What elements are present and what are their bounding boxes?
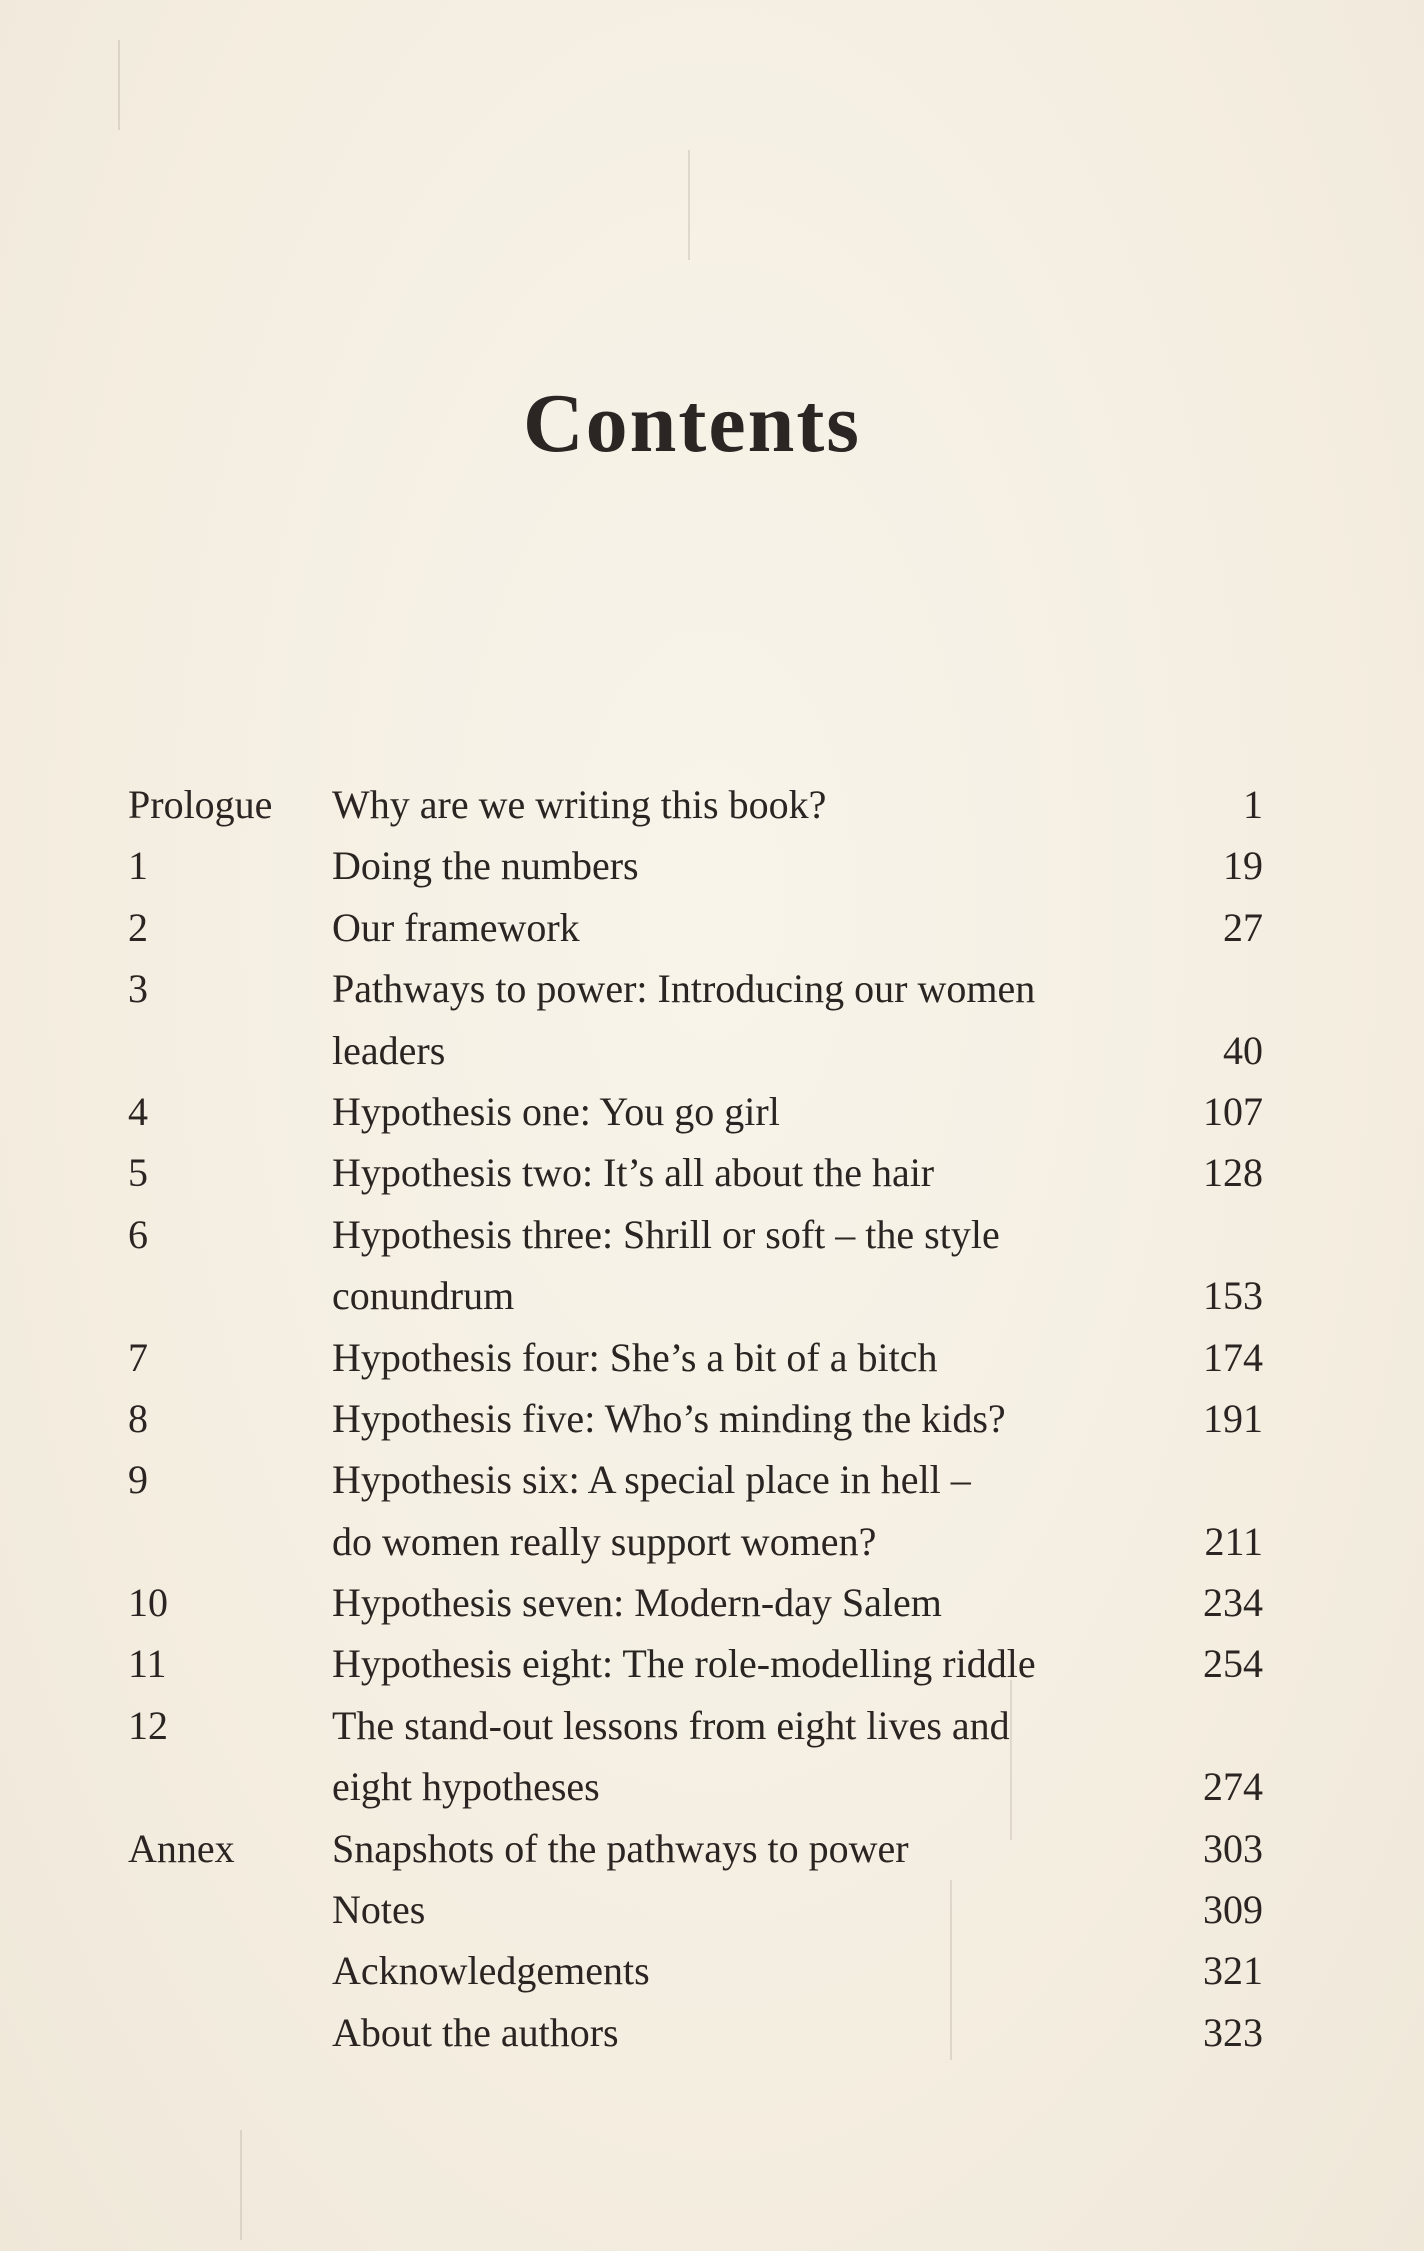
scan-streak <box>118 40 120 130</box>
toc-page-number: 174 <box>1203 1334 1263 1380</box>
toc-row <box>128 1511 1263 1572</box>
toc-chapter-number: 11 <box>128 1641 167 1687</box>
toc-chapter-title: The stand-out lessons from eight lives and <box>332 1702 1010 1748</box>
toc-chapter-number: 1 <box>128 843 148 889</box>
toc-chapter-title: Hypothesis eight: The role-modelling riddle <box>332 1641 1036 1687</box>
toc-chapter-number: 2 <box>128 904 148 950</box>
toc-chapter-title: Snapshots of the pathways to power <box>332 1825 909 1871</box>
toc-page-number: 1 <box>1243 782 1263 827</box>
toc-page-number: 19 <box>1223 843 1263 889</box>
toc-chapter-title: Hypothesis two: It’s all about the hair <box>332 1150 935 1196</box>
toc-row <box>128 774 1263 835</box>
toc-row <box>128 1633 1263 1694</box>
toc-chapter-number: 7 <box>128 1334 148 1380</box>
toc-chapter-title: Hypothesis three: Shrill or soft – the style <box>332 1211 1000 1257</box>
toc-chapter-title: eight hypotheses <box>332 1764 600 1810</box>
toc-chapter-number: 10 <box>128 1580 168 1626</box>
toc-row <box>128 1020 1263 1081</box>
toc-page-number: 323 <box>1203 2009 1263 2055</box>
toc-chapter-title: Doing the numbers <box>332 843 639 889</box>
toc-chapter-title: Why are we writing this book? <box>332 782 827 827</box>
toc-chapter-number: 4 <box>128 1088 148 1134</box>
toc-chapter-title: Notes <box>332 1887 426 1933</box>
toc-row <box>128 1265 1263 1326</box>
toc-chapter-title: Hypothesis four: She’s a bit of a bitch <box>332 1334 938 1380</box>
toc-page-number: 211 <box>1204 1518 1263 1564</box>
toc-row <box>128 897 1263 958</box>
toc-chapter-number: 8 <box>128 1395 148 1441</box>
toc-chapter-number: Prologue <box>128 782 273 827</box>
toc-page-number: 274 <box>1203 1764 1263 1810</box>
toc-chapter-title: Hypothesis five: Who’s minding the kids? <box>332 1395 1006 1441</box>
toc-row <box>128 1572 1263 1633</box>
toc-chapter-title: Hypothesis seven: Modern-day Salem <box>332 1580 942 1626</box>
toc-row <box>128 958 1263 1019</box>
toc-row <box>128 1879 1263 1940</box>
toc-chapter-title: do women really support women? <box>332 1518 877 1564</box>
toc-row <box>128 1449 1263 1510</box>
toc-row <box>128 835 1263 896</box>
toc-page-number: 234 <box>1203 1580 1263 1626</box>
toc-page-number: 40 <box>1223 1027 1263 1073</box>
toc-page-number: 153 <box>1203 1273 1263 1319</box>
toc-row <box>128 1081 1263 1142</box>
toc-chapter-number: 9 <box>128 1457 148 1503</box>
toc-row <box>128 1756 1263 1817</box>
toc-chapter-title: About the authors <box>332 2009 619 2055</box>
toc-chapter-title: Pathways to power: Introducing our women <box>332 966 1036 1012</box>
toc-page-number: 254 <box>1203 1641 1263 1687</box>
toc-page-number: 309 <box>1203 1887 1263 1933</box>
toc-row <box>128 1327 1263 1388</box>
toc-row <box>128 1818 1263 1879</box>
toc-row <box>128 2002 1263 2063</box>
toc-chapter-title: leaders <box>332 1027 446 1073</box>
toc-chapter-number: 12 <box>128 1702 168 1748</box>
toc-chapter-title: Hypothesis six: A special place in hell – <box>332 1457 971 1503</box>
toc-page-number: 303 <box>1203 1825 1263 1871</box>
toc-page-number: 107 <box>1203 1088 1263 1134</box>
scan-streak <box>688 150 690 260</box>
toc-row <box>128 1204 1263 1265</box>
scan-streak <box>240 2130 242 2240</box>
toc-chapter-number: Annex <box>128 1825 235 1871</box>
toc-page-number: 128 <box>1203 1150 1263 1196</box>
toc-row <box>128 1695 1263 1756</box>
toc-chapter-title: Our framework <box>332 904 580 950</box>
table-of-contents <box>128 774 1263 2063</box>
toc-chapter-number: 3 <box>128 966 148 1012</box>
toc-row <box>128 1388 1263 1449</box>
toc-page-number: 27 <box>1223 904 1263 950</box>
toc-row <box>128 1142 1263 1203</box>
toc-chapter-number: 6 <box>128 1211 148 1257</box>
toc-page-number: 321 <box>1203 1948 1263 1994</box>
toc-chapter-number: 5 <box>128 1150 148 1196</box>
toc-chapter-title: conundrum <box>332 1273 515 1319</box>
toc-page-number: 191 <box>1203 1395 1263 1441</box>
toc-row <box>128 1940 1263 2001</box>
page-title: Contents <box>522 377 861 470</box>
toc-chapter-title: Hypothesis one: You go girl <box>332 1088 780 1134</box>
toc-chapter-title: Acknowledgements <box>332 1948 650 1994</box>
